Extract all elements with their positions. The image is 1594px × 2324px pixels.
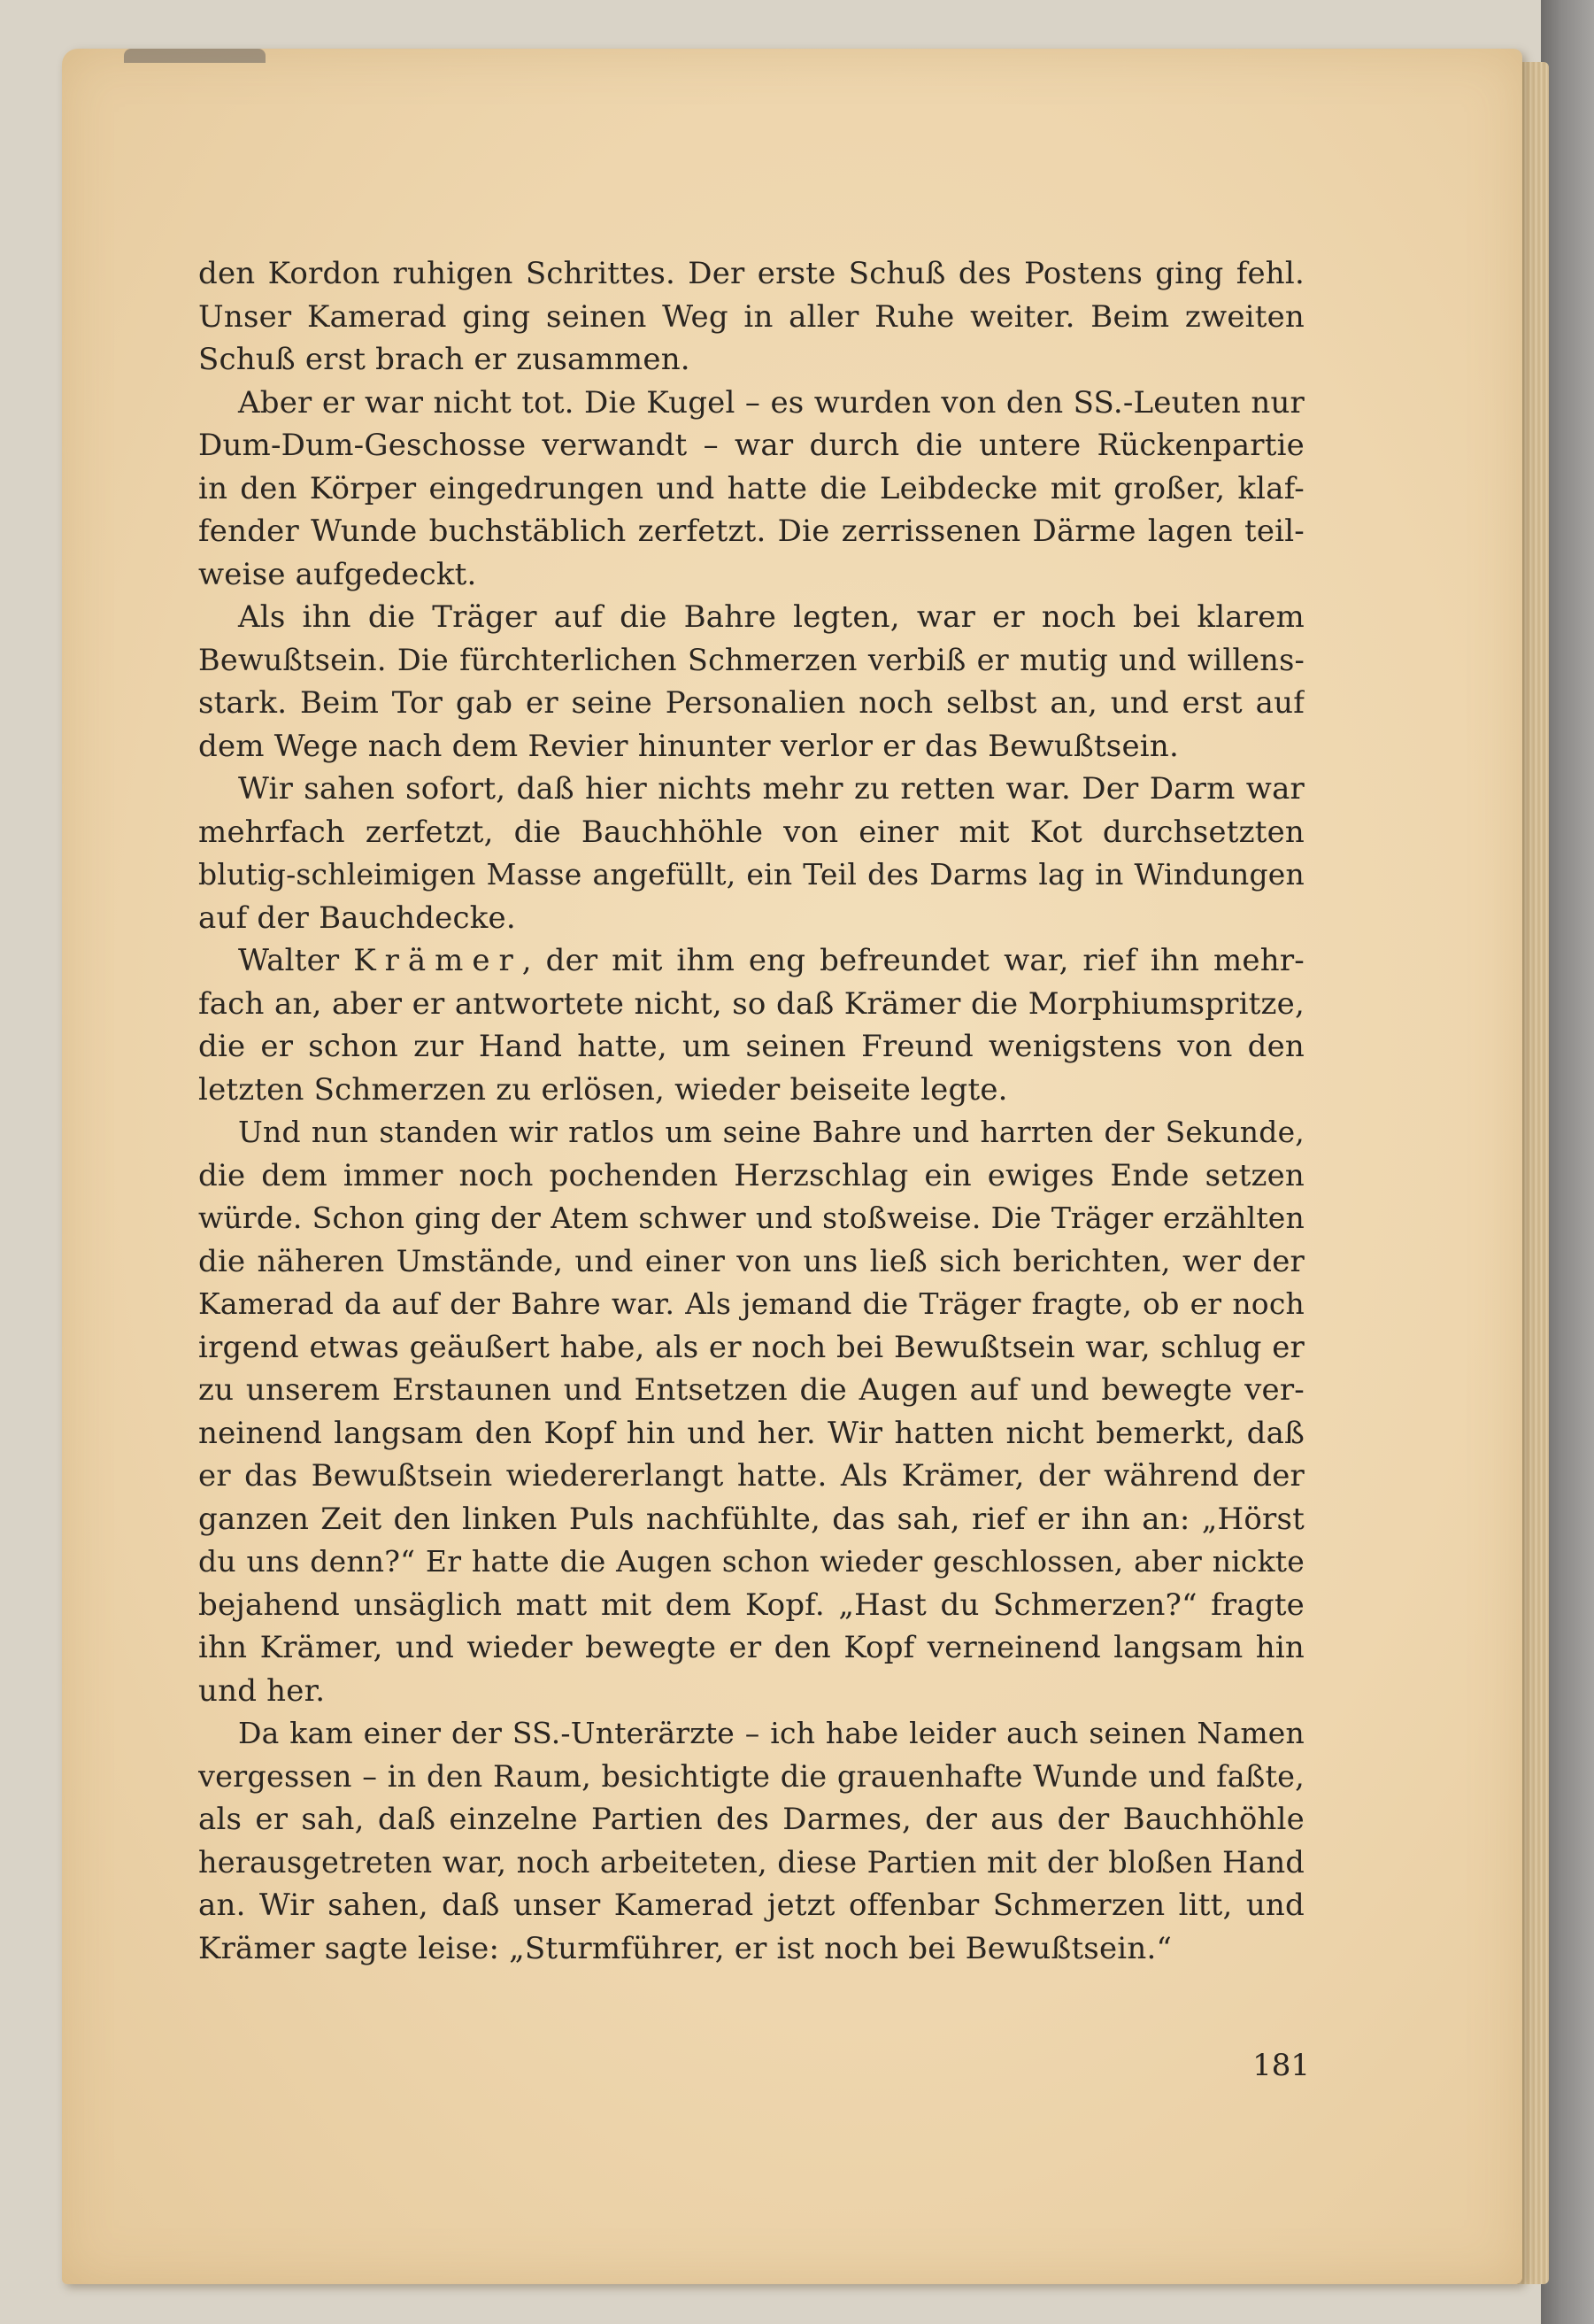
text-line: letzten Schmerzen zu erlösen, wieder beiseite legte. bbox=[198, 1071, 1008, 1108]
text-line: die näheren Umstände, und einer von uns ließ sich berichten, wer der bbox=[198, 1243, 1305, 1279]
text-line: weise aufgedeckt. bbox=[198, 556, 477, 592]
text-line: neinend langsam den Kopf hin und her. Wir hatten nicht bemerkt, daß bbox=[198, 1415, 1305, 1451]
text-line: ihn Krämer, und wieder bewegte er den Kopf verneinend langsam hin bbox=[198, 1630, 1305, 1665]
text-line: würde. Schon ging der Atem schwer und stoßweise. Die Träger erzählten bbox=[198, 1201, 1305, 1235]
text-line: Bewußtsein. Die fürchterlichen Schmerzen verbiß er mutig und willens- bbox=[198, 642, 1305, 677]
text-line: ganzen Zeit den linken Puls nachfühlte, das sah, rief er ihn an: „Hörst bbox=[198, 1501, 1305, 1537]
text-line: als er sah, daß einzelne Partien des Darmes, der aus der Bauchhöhle bbox=[198, 1802, 1305, 1837]
spine-shadow bbox=[124, 49, 266, 63]
text-line: Und nun standen wir ratlos um seine Bahre und harrten der Sekunde, bbox=[238, 1115, 1305, 1149]
text-line: fender Wunde buchstäblich zerfetzt. Die zerrissenen Därme lagen teil- bbox=[198, 513, 1305, 549]
text-line: bejahend unsäglich matt mit dem Kopf. „Hast du Schmerzen?“ fragte bbox=[198, 1587, 1305, 1623]
text-line: an. Wir sahen, daß unser Kamerad jetzt offenbar Schmerzen litt, und bbox=[198, 1888, 1305, 1923]
page-number: 181 bbox=[1252, 2048, 1310, 2083]
text-line: dem Wege nach dem Revier hinunter verlor er das Bewußtsein. bbox=[198, 728, 1179, 764]
text-line: fach an, aber er antwortete nicht, so daß Krämer die Morphiumspritze, bbox=[198, 985, 1305, 1022]
text-line: stark. Beim Tor gab er seine Personalien noch selbst an, und erst auf bbox=[198, 685, 1305, 721]
text-line: Dum-Dum-Geschosse verwandt – war durch die untere Rückenpartie bbox=[198, 428, 1305, 463]
line-segment: , der mit ihm eng befreundet war, rief ihn mehr- bbox=[521, 943, 1305, 978]
text-line: herausgetreten war, noch arbeiteten, diese Partien mit der bloßen Hand bbox=[198, 1844, 1305, 1880]
text-line: Als ihn die Träger auf die Bahre legten, war er noch bei klarem bbox=[238, 599, 1305, 635]
text-line: vergessen – in den Raum, besichtigte die grauenhafte Wunde und faßte, bbox=[198, 1758, 1305, 1794]
text-line: zu unserem Erstaunen und Entsetzen die Augen auf und bewegte ver- bbox=[198, 1372, 1305, 1408]
text-line: die er schon zur Hand hatte, um seinen Freund wenigstens von den bbox=[198, 1029, 1305, 1064]
text-line: auf der Bauchdecke. bbox=[198, 899, 516, 936]
text-line: du uns denn?“ Er hatte die Augen schon wieder geschlossen, aber nickte bbox=[198, 1544, 1305, 1579]
text-line: Schuß erst brach er zusammen. bbox=[198, 342, 690, 377]
text-line: in den Körper eingedrungen und hatte die Leibdecke mit großer, klaf- bbox=[198, 470, 1305, 506]
text-line: Kamerad da auf der Bahre war. Als jemand die Träger fragte, ob er noch bbox=[198, 1286, 1305, 1321]
text-line: die dem immer noch pochenden Herzschlag ein ewiges Ende setzen bbox=[198, 1157, 1305, 1193]
text-line: den Kordon ruhigen Schrittes. Der erste Schuß des Postens ging fehl. bbox=[198, 256, 1305, 291]
text-line: mehrfach zerfetzt, die Bauchhöhle von einer mit Kot durchsetzten bbox=[198, 814, 1305, 850]
line-segment: Walter bbox=[238, 943, 354, 978]
body-text bbox=[198, 252, 1305, 1970]
text-line: Aber er war nicht tot. Die Kugel – es wurden von den SS.-Leuten nur bbox=[238, 384, 1305, 421]
text-line: blutig-schleimigen Masse angefüllt, ein Teil des Darms lag in Windungen bbox=[198, 857, 1305, 892]
scan-backdrop bbox=[1541, 0, 1594, 2324]
text-line: irgend etwas geäußert habe, als er noch bei Bewußtsein war, schlug er bbox=[198, 1329, 1305, 1365]
text-line: Wir sahen sofort, daß hier nichts mehr zu retten war. Der Darm war bbox=[238, 771, 1305, 807]
text-line: Unser Kamerad ging seinen Weg in aller Ruhe weiter. Beim zweiten bbox=[198, 298, 1305, 335]
text-line: und her. bbox=[198, 1672, 326, 1709]
text-line: Da kam einer der SS.-Unterärzte – ich habe leider auch seinen Namen bbox=[238, 1716, 1305, 1750]
text-line: er das Bewußtsein wiedererlangt hatte. Als Krämer, der während der bbox=[198, 1458, 1305, 1494]
spaced-name: Krämer bbox=[353, 943, 522, 978]
text-line: Krämer sagte leise: „Sturmführer, er ist noch bei Bewußtsein.“ bbox=[198, 1930, 1173, 1966]
text-line bbox=[198, 939, 1305, 983]
